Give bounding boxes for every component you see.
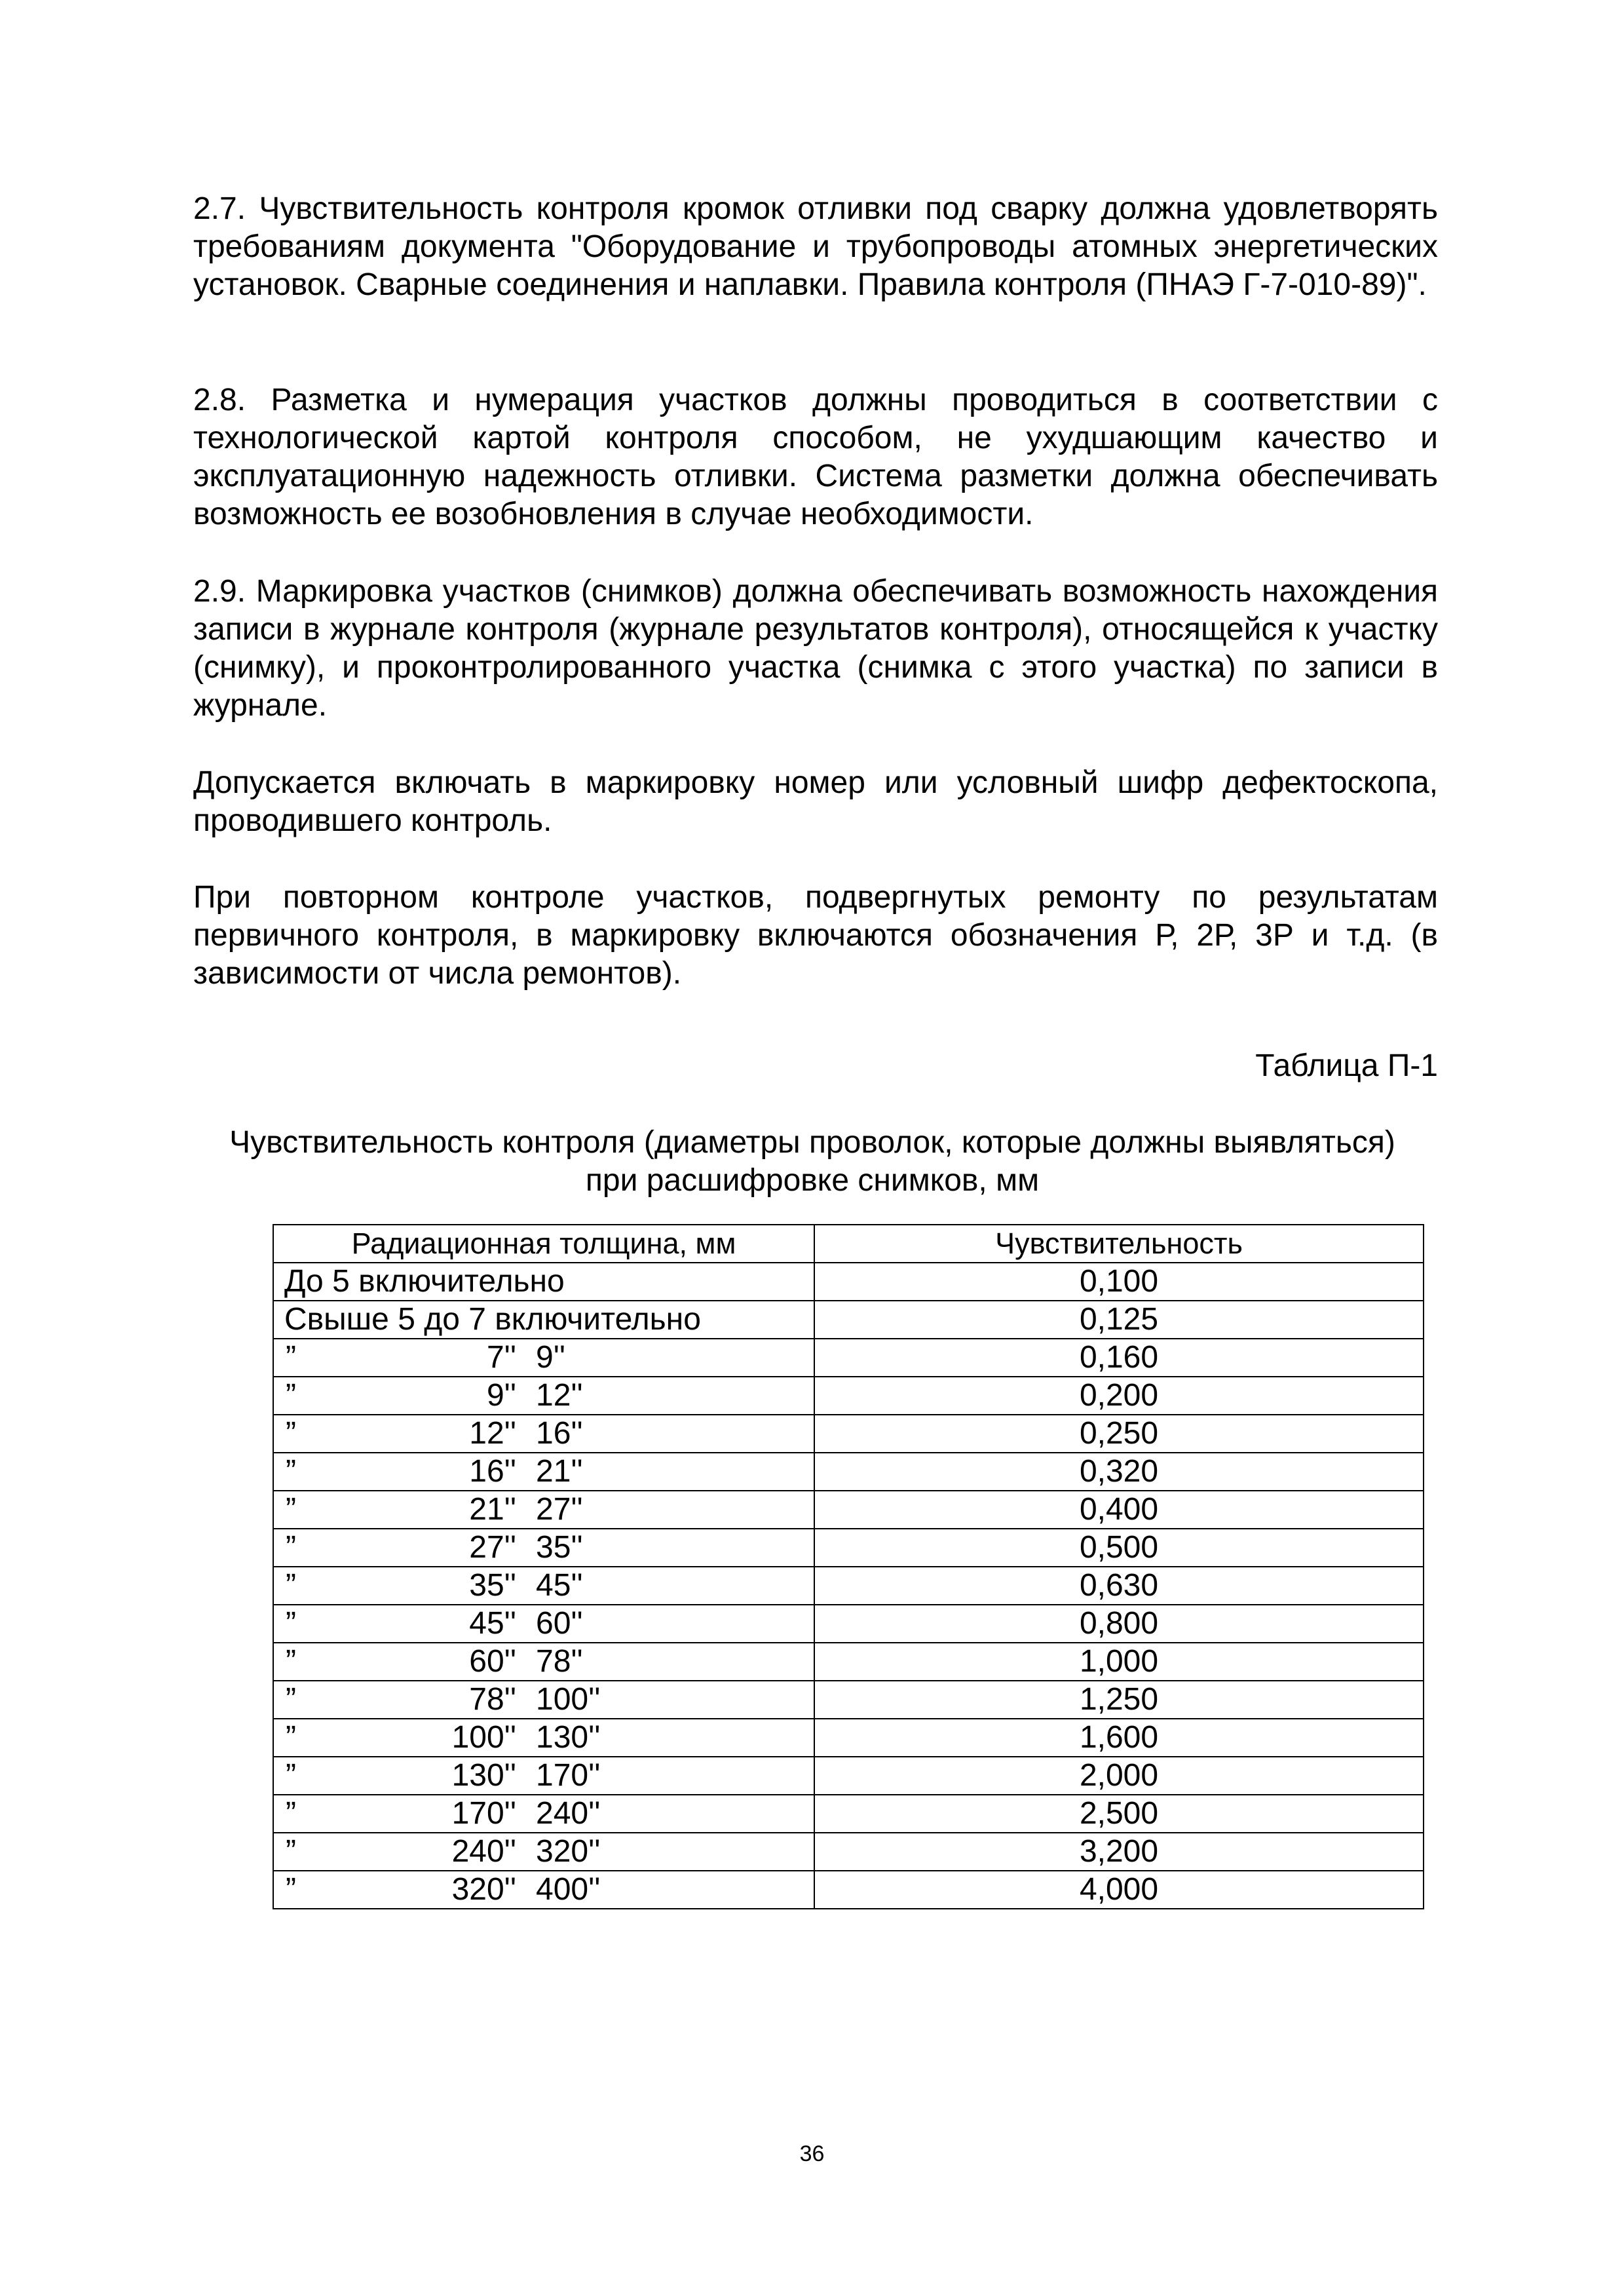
thickness-to: 240'' — [536, 1796, 601, 1831]
thickness-to: 400'' — [536, 1872, 601, 1907]
table-label: Таблица П-1 — [1255, 1048, 1438, 1083]
sensitivity-cell: 4,000 — [814, 1871, 1424, 1909]
thickness-from: 12'' — [469, 1416, 516, 1451]
thickness-from: 130'' — [451, 1758, 516, 1793]
sensitivity-cell: 0,320 — [814, 1453, 1424, 1491]
thickness-cell — [273, 1415, 814, 1453]
thickness-cell — [273, 1871, 814, 1909]
thickness-from: 9'' — [486, 1378, 516, 1413]
table-row — [273, 1491, 1424, 1529]
thickness-ditto: ” — [286, 1492, 296, 1527]
thickness-ditto: ” — [286, 1720, 296, 1755]
thickness-from: 27'' — [469, 1530, 516, 1565]
thickness-to: 21'' — [536, 1454, 583, 1489]
sensitivity-cell: 0,400 — [814, 1491, 1424, 1529]
thickness-to: 35'' — [536, 1530, 583, 1565]
table-row — [273, 1263, 1424, 1301]
thickness-cell — [273, 1529, 814, 1567]
thickness-from: 100'' — [451, 1720, 516, 1755]
page-number: 36 — [799, 2141, 825, 2166]
thickness-cell — [273, 1491, 814, 1529]
thickness-cell — [273, 1453, 814, 1491]
thickness-cell — [273, 1795, 814, 1833]
table-row — [273, 1605, 1424, 1643]
paragraph-2-8: 2.8. Разметка и нумерация участков должны проводиться в соответствии с технологической картой контроля способом, не ухудшающим качество и эксплуатационную надежность отливки. Система разметки должна обеспечивать возможность ее возобновления в случае необходимости. — [193, 383, 1438, 531]
sensitivity-cell: 1,250 — [814, 1681, 1424, 1719]
thickness-cell — [273, 1567, 814, 1605]
thickness-ditto: ” — [286, 1416, 296, 1451]
paragraph-2-9: 2.9. Маркировка участков (снимков) должна обеспечивать возможность нахождения записи в журнале контроля (журнале результатов контроля), относящейся к участку (снимку), и проконтролированного участка (снимка с этого участка) по записи в журнале. — [193, 574, 1438, 723]
thickness-from: 78'' — [469, 1682, 516, 1717]
thickness-cell — [273, 1377, 814, 1415]
sensitivity-cell: 1,000 — [814, 1643, 1424, 1681]
thickness-to: 78'' — [536, 1644, 583, 1679]
thickness-to: 320'' — [536, 1834, 601, 1869]
thickness-ditto: ” — [286, 1454, 296, 1489]
thickness-from: 45'' — [469, 1606, 516, 1641]
thickness-cell — [273, 1339, 814, 1377]
thickness-cell — [273, 1833, 814, 1871]
table-caption-line-2: при расшифровке снимков, мм — [585, 1163, 1040, 1198]
sensitivity-cell: 0,500 — [814, 1529, 1424, 1567]
table-row — [273, 1643, 1424, 1681]
table-row — [273, 1529, 1424, 1567]
thickness-cell — [273, 1719, 814, 1757]
thickness-to: 60'' — [536, 1606, 583, 1641]
paragraph-marking-note: Допускается включать в маркировку номер или условный шифр дефектоскопа, проводившего контроль. — [193, 765, 1438, 838]
table-row — [273, 1567, 1424, 1605]
sensitivity-cell: 1,600 — [814, 1719, 1424, 1757]
thickness-ditto: ” — [286, 1834, 296, 1869]
table-header-row — [273, 1225, 1424, 1263]
thickness-ditto: ” — [286, 1606, 296, 1641]
thickness-cell — [273, 1757, 814, 1795]
sensitivity-cell: 2,000 — [814, 1757, 1424, 1795]
table-row — [273, 1757, 1424, 1795]
sensitivity-cell: 3,200 — [814, 1833, 1424, 1871]
thickness-from: 320'' — [451, 1872, 516, 1907]
header-sensitivity: Чувствительность — [814, 1225, 1424, 1263]
thickness-to: 27'' — [536, 1492, 583, 1527]
thickness-ditto: ” — [286, 1568, 296, 1603]
table-caption-line-1: Чувствительность контроля (диаметры проволок, которые должны выявляться) — [229, 1125, 1395, 1160]
thickness-from: 170'' — [451, 1796, 516, 1831]
thickness-to: 16'' — [536, 1416, 583, 1451]
table-row — [273, 1871, 1424, 1909]
thickness-to: 12'' — [536, 1378, 583, 1413]
table-row — [273, 1719, 1424, 1757]
sensitivity-cell: 0,630 — [814, 1567, 1424, 1605]
thickness-cell: До 5 включительно — [273, 1263, 814, 1301]
thickness-cell — [273, 1681, 814, 1719]
thickness-ditto: ” — [286, 1758, 296, 1793]
table-row — [273, 1339, 1424, 1377]
thickness-to: 9'' — [536, 1340, 566, 1375]
thickness-ditto: ” — [286, 1644, 296, 1679]
header-thickness: Радиационная толщина, мм — [273, 1225, 814, 1263]
paragraph-2-7: 2.7. Чувствительность контроля кромок отливки под сварку должна удовлетворять требованиям документа "Оборудование и трубопроводы атомных энергетических установок. Сварные соединения и наплавки. Правила контроля (ПНАЭ Г-7-010-89)". — [193, 191, 1438, 302]
thickness-to: 45'' — [536, 1568, 583, 1603]
thickness-ditto: ” — [286, 1530, 296, 1565]
table-row — [273, 1795, 1424, 1833]
thickness-to: 130'' — [536, 1720, 601, 1755]
thickness-ditto: ” — [286, 1340, 296, 1375]
thickness-from: 21'' — [469, 1492, 516, 1527]
thickness-from: 35'' — [469, 1568, 516, 1603]
thickness-cell: Свыше 5 до 7 включительно — [273, 1301, 814, 1339]
thickness-cell — [273, 1605, 814, 1643]
thickness-ditto: ” — [286, 1872, 296, 1907]
sensitivity-cell: 0,160 — [814, 1339, 1424, 1377]
sensitivity-table — [273, 1224, 1424, 1909]
table-row — [273, 1415, 1424, 1453]
table-row — [273, 1377, 1424, 1415]
thickness-cell — [273, 1643, 814, 1681]
thickness-from: 7'' — [486, 1340, 516, 1375]
table-row — [273, 1833, 1424, 1871]
sensitivity-cell: 0,100 — [814, 1263, 1424, 1301]
sensitivity-cell: 2,500 — [814, 1795, 1424, 1833]
thickness-to: 170'' — [536, 1758, 601, 1793]
thickness-from: 16'' — [469, 1454, 516, 1489]
sensitivity-cell: 0,200 — [814, 1377, 1424, 1415]
table-row — [273, 1453, 1424, 1491]
thickness-from: 60'' — [469, 1644, 516, 1679]
table-row — [273, 1301, 1424, 1339]
sensitivity-cell: 0,125 — [814, 1301, 1424, 1339]
thickness-ditto: ” — [286, 1378, 296, 1413]
thickness-from: 240'' — [451, 1834, 516, 1869]
table-row — [273, 1681, 1424, 1719]
table-caption — [157, 1124, 1467, 1200]
sensitivity-cell: 0,250 — [814, 1415, 1424, 1453]
sensitivity-cell: 0,800 — [814, 1605, 1424, 1643]
thickness-ditto: ” — [286, 1796, 296, 1831]
paragraph-repair-marking: При повторном контроле участков, подвергнутых ремонту по результатам первичного контроля, в маркировку включаются обозначения Р, 2Р, 3Р и т.д. (в зависимости от числа ремонтов). — [193, 880, 1438, 991]
thickness-ditto: ” — [286, 1682, 296, 1717]
thickness-to: 100'' — [536, 1682, 601, 1717]
